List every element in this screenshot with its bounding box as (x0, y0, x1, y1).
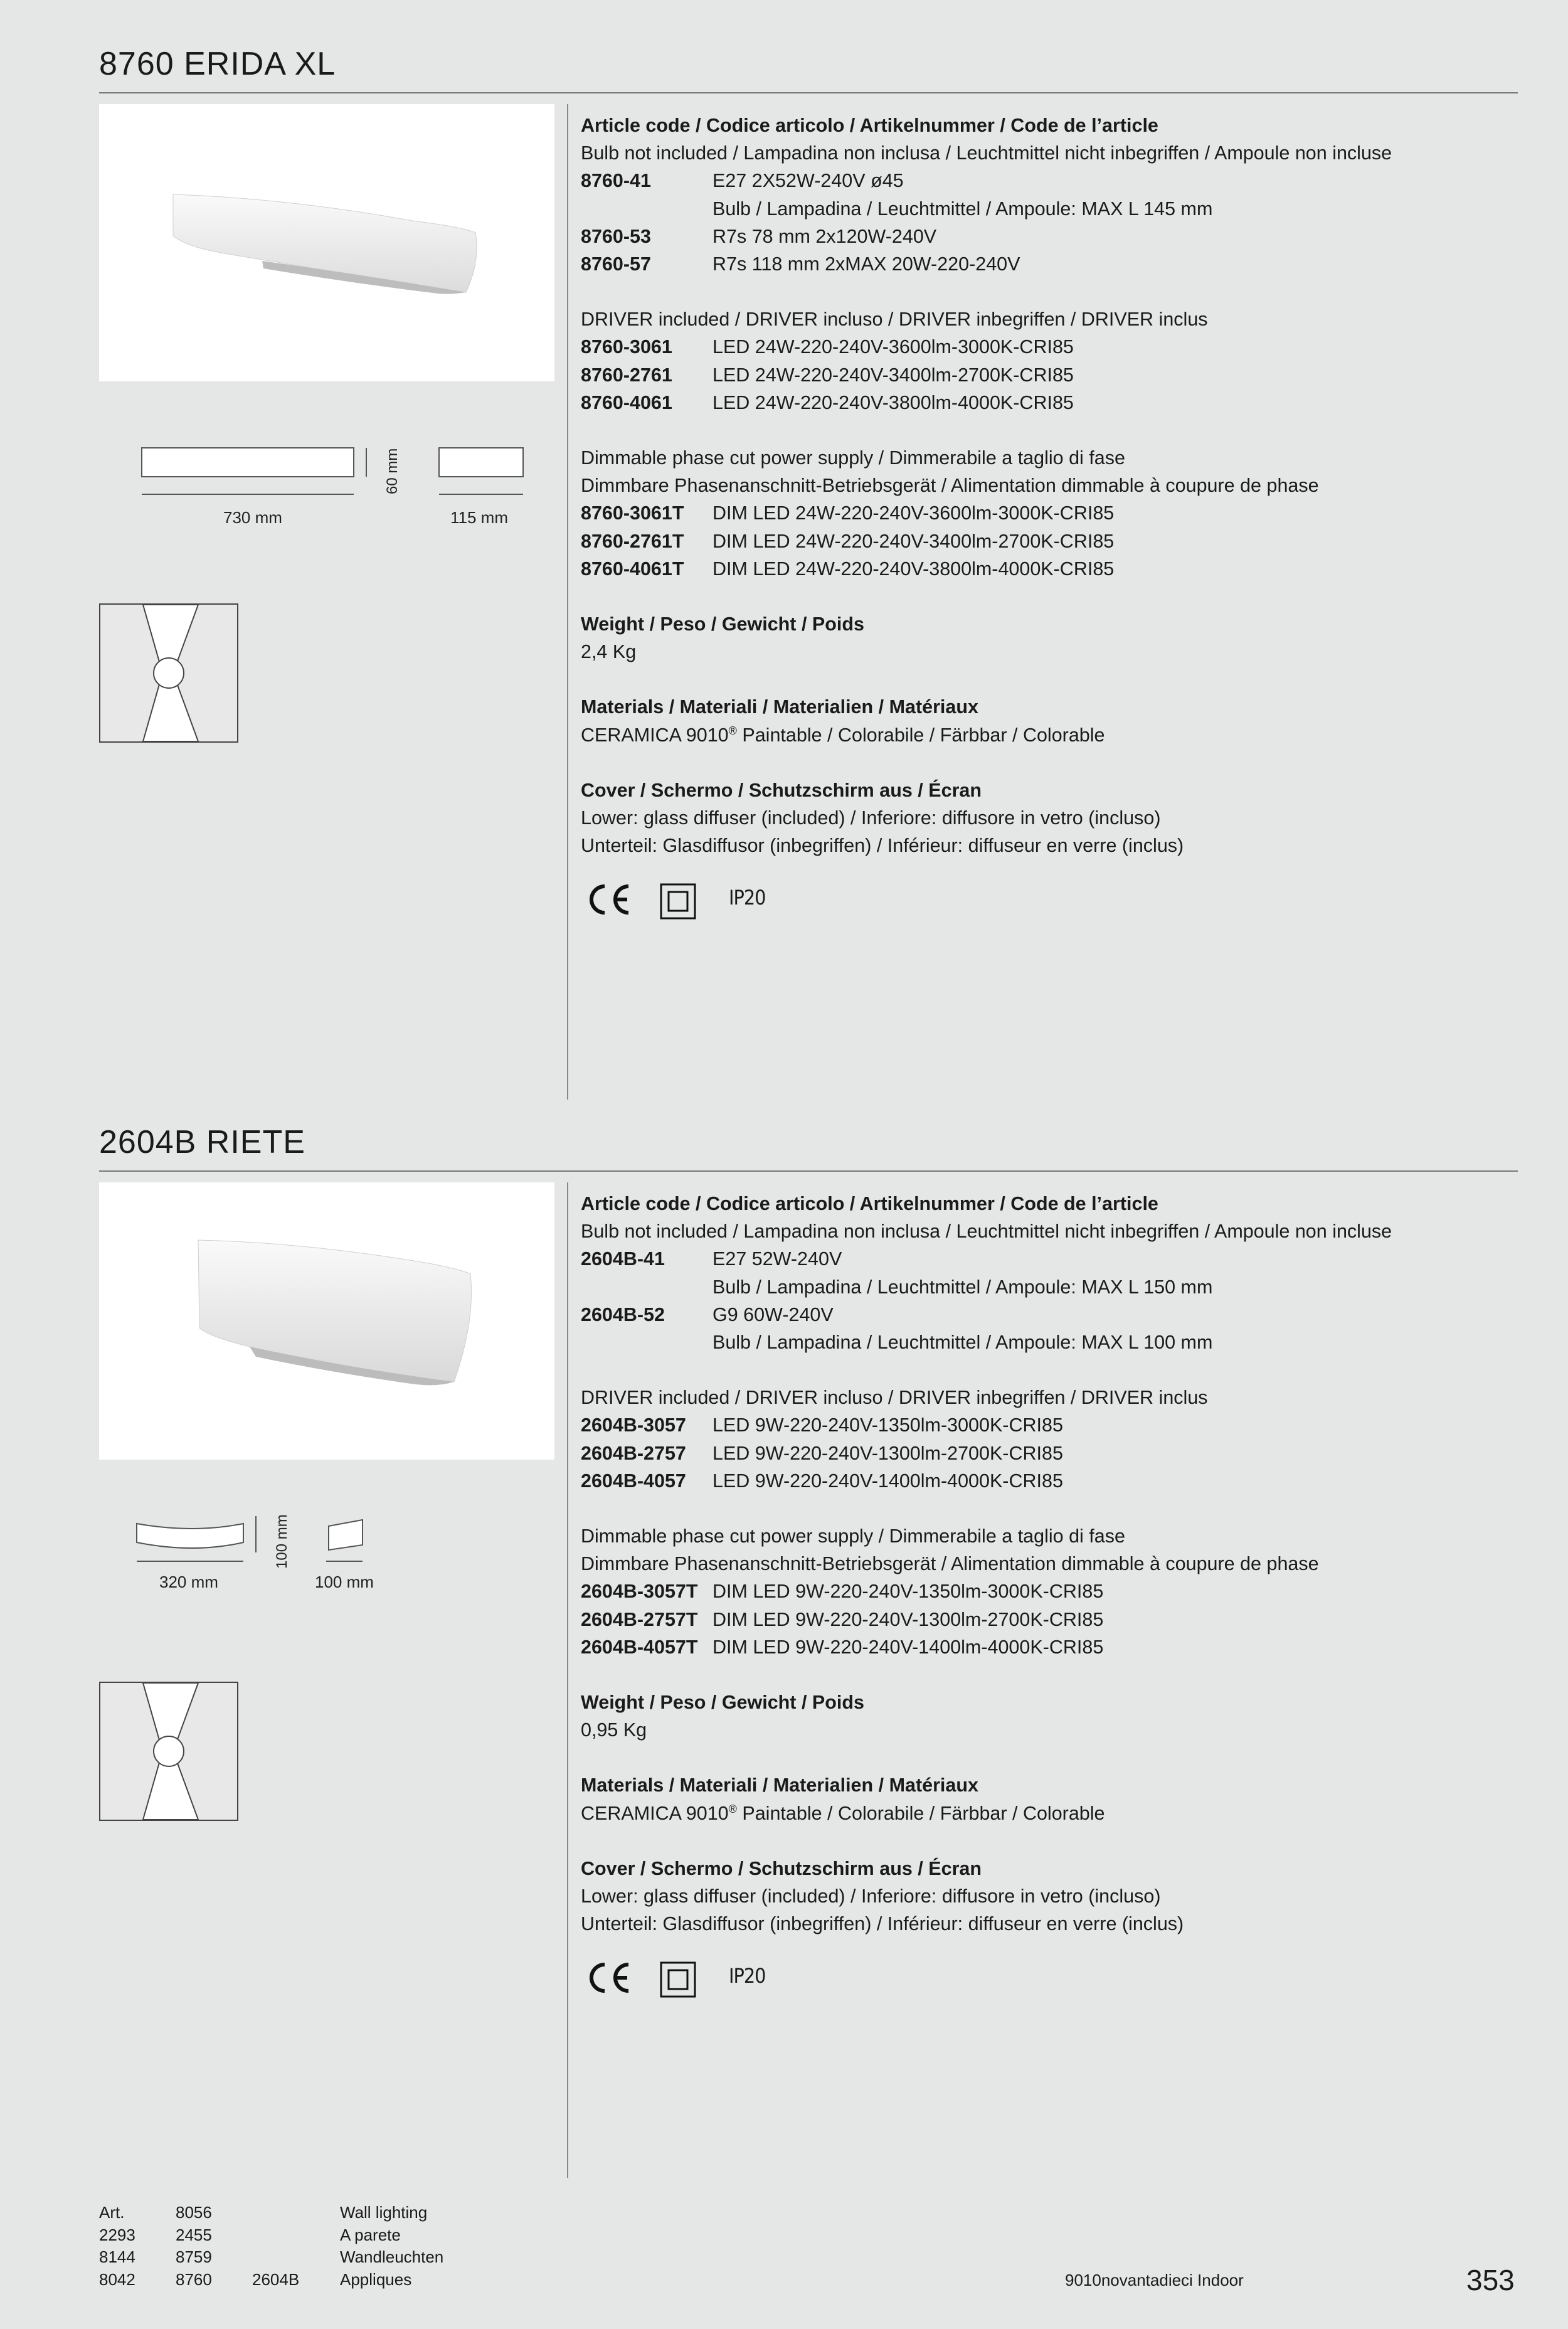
bulb-note: Bulb not included / Lampadina non inclusa / Leuchtmittel nicht inbegriffen / Ampoule non incluse (581, 142, 1392, 164)
article-code: 8760-4061 (581, 391, 672, 413)
article-value: DIM LED 9W-220-240V-1300lm-2700K-CRI85 (712, 1608, 1104, 1630)
dim-depth: 115 mm (450, 508, 508, 527)
spec-row (581, 250, 1522, 278)
article-value: Bulb / Lampadina / Leuchtmittel / Ampoule: MAX L 150 mm (712, 1276, 1213, 1298)
spec-row (581, 1273, 1522, 1301)
spec-row (581, 1440, 1522, 1467)
materials-header: Materials / Materiali / Materialien / Matériaux (581, 696, 978, 718)
spec-row (581, 555, 1522, 583)
product-photo (99, 104, 554, 381)
article-code: 2604B-41 (581, 1248, 665, 1270)
dimension-drawing (99, 1511, 563, 1624)
spec-row (581, 1633, 1522, 1661)
cover-line-2: Unterteil: Glasdiffusor (inbegriffen) / Inférieur: diffuseur en verre (inclus) (581, 1913, 1184, 1935)
article-value: DIM LED 9W-220-240V-1400lm-4000K-CRI85 (712, 1636, 1104, 1658)
bulb-note: Bulb not included / Lampadina non inclusa / Leuchtmittel nicht inbegriffen / Ampoule non incluse (581, 1221, 1392, 1243)
light-beam-diagram (99, 603, 238, 743)
spec-row (581, 195, 1522, 223)
materials-desc: Paintable / Colorabile / Färbbar / Colorable (736, 724, 1105, 746)
article-code: 2604B-4057T (581, 1636, 698, 1658)
spec-row (581, 1411, 1522, 1439)
article-value: Bulb / Lampadina / Leuchtmittel / Ampoule: MAX L 100 mm (712, 1332, 1213, 1354)
article-code (581, 1329, 712, 1356)
footer-col-3 (252, 2202, 299, 2291)
cover-header: Cover / Schermo / Schutzschirm aus / Écran (581, 779, 982, 801)
footer-text: Art. (99, 2203, 125, 2222)
footer-col-1 (99, 2202, 135, 2291)
spec-list (581, 112, 1522, 859)
footer-text: 2455 (176, 2225, 212, 2244)
cover-line-2: Unterteil: Glasdiffusor (inbegriffen) / Inférieur: diffuseur en verre (inclus) (581, 835, 1184, 857)
double-insulation-icon (661, 1963, 695, 1997)
article-code: 2604B-2757 (581, 1442, 686, 1464)
spec-row (581, 167, 1522, 194)
dimmable-line-2: Dimmbare Phasenanschnitt-Betriebsgerät / Alimentation dimmable à coupure de phase (581, 1553, 1319, 1575)
article-code: 8760-4061T (581, 558, 684, 580)
footer-text (252, 2224, 299, 2247)
materials-header: Materials / Materiali / Materialien / Matériaux (581, 1775, 978, 1796)
footer-col-4 (340, 2202, 443, 2291)
ce-mark-icon (591, 1965, 628, 1991)
materials-value (581, 721, 1522, 749)
dim-height: 60 mm (384, 448, 401, 494)
brand-name: 9010novantadieci Indoor (1065, 2271, 1244, 2289)
ip-rating: IP20 (729, 886, 766, 910)
article-value: LED 24W-220-240V-3400lm-2700K-CRI85 (712, 364, 1074, 386)
footer-text: 2604B (252, 2269, 300, 2289)
article-code: 8760-53 (581, 225, 651, 247)
driver-header: DRIVER included / DRIVER incluso / DRIVER inbegriffen / DRIVER inclus (581, 309, 1208, 331)
weight-value: 0,95 Kg (581, 1719, 647, 1741)
article-value: DIM LED 24W-220-240V-3800lm-4000K-CRI85 (712, 558, 1115, 580)
cover-line-1: Lower: glass diffuser (included) / Inferiore: diffusore in vetro (incluso) (581, 1886, 1161, 1907)
article-code: 8760-57 (581, 253, 651, 275)
spec-row (581, 1606, 1522, 1633)
footer-text: 8144 (99, 2247, 135, 2266)
registered-mark: ® (728, 1802, 737, 1815)
page-number: 353 (1466, 2264, 1515, 2296)
article-code: 2604B-4057 (581, 1470, 686, 1492)
footer-col-2 (176, 2202, 212, 2291)
article-value: G9 60W-240V (712, 1303, 834, 1325)
article-code (581, 195, 712, 223)
article-value: R7s 118 mm 2xMAX 20W-220-240V (712, 253, 1020, 275)
spec-row (581, 333, 1522, 361)
ce-mark-icon (591, 886, 628, 913)
product-photo (99, 1182, 554, 1460)
dimmable-line-2: Dimmbare Phasenanschnitt-Betriebsgerät / Alimentation dimmable à coupure de phase (581, 475, 1319, 497)
column-divider (567, 104, 568, 1100)
article-value: LED 9W-220-240V-1300lm-2700K-CRI85 (712, 1442, 1063, 1464)
footer-text: 8056 (176, 2203, 212, 2222)
spec-row (581, 499, 1522, 527)
footer-text: 8759 (176, 2247, 212, 2266)
article-code (581, 1273, 712, 1301)
dimmable-line-1: Dimmable phase cut power supply / Dimmerabile a taglio di fase (581, 447, 1125, 469)
double-insulation-icon (661, 884, 695, 918)
product-title: 8760 ERIDA XL (99, 46, 336, 82)
article-code: 8760-2761 (581, 364, 672, 386)
spec-row (581, 361, 1522, 389)
article-value: LED 24W-220-240V-3600lm-3000K-CRI85 (712, 336, 1074, 358)
spec-row (581, 389, 1522, 416)
certification-icons (581, 1956, 957, 2000)
light-beam-diagram (99, 1682, 238, 1821)
article-value: DIM LED 24W-220-240V-3600lm-3000K-CRI85 (712, 502, 1115, 524)
weight-value: 2,4 Kg (581, 641, 637, 663)
footer-text: Appliques (340, 2269, 412, 2289)
weight-header: Weight / Peso / Gewicht / Poids (581, 1692, 864, 1714)
article-value: R7s 78 mm 2x120W-240V (712, 225, 937, 247)
materials-name: CERAMICA 9010 (581, 724, 729, 746)
driver-header: DRIVER included / DRIVER incluso / DRIVER inbegriffen / DRIVER inclus (581, 1387, 1208, 1409)
article-value: Bulb / Lampadina / Leuchtmittel / Ampoule: MAX L 145 mm (712, 198, 1213, 220)
ip-rating: IP20 (729, 1964, 766, 1988)
footer-text: 2293 (99, 2225, 135, 2244)
spec-row (581, 223, 1522, 250)
registered-mark: ® (728, 724, 737, 737)
article-code: 2604B-52 (581, 1303, 665, 1325)
dim-height: 100 mm (273, 1514, 290, 1569)
article-value: DIM LED 24W-220-240V-3400lm-2700K-CRI85 (712, 530, 1115, 552)
article-code: 2604B-2757T (581, 1608, 698, 1630)
weight-header: Weight / Peso / Gewicht / Poids (581, 613, 864, 635)
spec-row (581, 1578, 1522, 1605)
product-title: 2604B RIETE (99, 1124, 305, 1160)
spec-row (581, 1245, 1522, 1273)
title-divider (99, 1170, 1518, 1172)
footer-text: Wall lighting (340, 2203, 428, 2222)
article-code: 2604B-3057T (581, 1581, 698, 1603)
materials-desc: Paintable / Colorabile / Färbbar / Colorable (736, 1802, 1105, 1824)
article-header: Article code / Codice articolo / Artikelnummer / Code de l’article (581, 1193, 1158, 1214)
article-value: DIM LED 9W-220-240V-1350lm-3000K-CRI85 (712, 1581, 1104, 1603)
dimension-drawing (99, 433, 563, 546)
footer-text: 8760 (176, 2269, 212, 2289)
footer-text: Wandleuchten (340, 2247, 444, 2266)
footer-text: A parete (340, 2225, 401, 2244)
spec-row (581, 1329, 1522, 1356)
dim-width: 320 mm (159, 1573, 218, 1591)
footer-text (252, 2202, 299, 2224)
article-value: LED 9W-220-240V-1350lm-3000K-CRI85 (712, 1414, 1063, 1436)
lamp-shape (198, 1240, 472, 1382)
title-divider (99, 92, 1518, 93)
spec-row (581, 1467, 1522, 1495)
article-code: 8760-3061T (581, 502, 684, 524)
footer-text: 8042 (99, 2269, 135, 2289)
spec-list (581, 1190, 1522, 1938)
certification-icons (581, 878, 957, 922)
footer-text (252, 2246, 299, 2269)
cover-line-1: Lower: glass diffuser (included) / Inferiore: diffusore in vetro (incluso) (581, 807, 1161, 829)
dim-depth: 100 mm (315, 1573, 374, 1591)
article-value: E27 2X52W-240V ø45 (712, 170, 904, 192)
article-value: LED 9W-220-240V-1400lm-4000K-CRI85 (712, 1470, 1063, 1492)
dimmable-line-1: Dimmable phase cut power supply / Dimmerabile a taglio di fase (581, 1525, 1125, 1547)
article-value: E27 52W-240V (712, 1248, 842, 1270)
article-code: 8760-41 (581, 170, 651, 192)
spec-row (581, 528, 1522, 555)
article-value: LED 24W-220-240V-3800lm-4000K-CRI85 (712, 391, 1074, 413)
materials-name: CERAMICA 9010 (581, 1802, 729, 1824)
materials-value (581, 1800, 1522, 1827)
dim-width: 730 mm (223, 508, 282, 527)
article-code: 2604B-3057 (581, 1414, 686, 1436)
article-code: 8760-3061 (581, 336, 672, 358)
column-divider (567, 1182, 568, 2178)
article-header: Article code / Codice articolo / Artikelnummer / Code de l’article (581, 115, 1158, 136)
cover-header: Cover / Schermo / Schutzschirm aus / Écran (581, 1857, 982, 1879)
article-code: 8760-2761T (581, 530, 684, 552)
spec-row (581, 1301, 1522, 1329)
